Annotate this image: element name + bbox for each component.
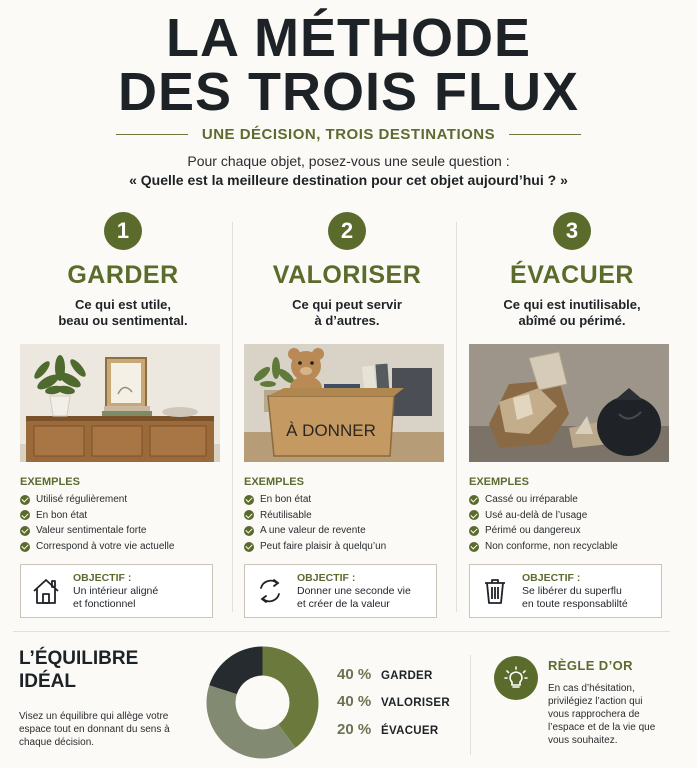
description-line: Ce qui est utile, bbox=[74, 297, 172, 312]
column-title: VALORISER bbox=[272, 261, 422, 289]
example-text: Réutilisable bbox=[260, 509, 312, 521]
objective-box bbox=[469, 564, 662, 618]
balance-description: Visez un équilibre qui allège votre espace tout en donnant du sens à chaque décision. bbox=[19, 711, 170, 748]
objective-box bbox=[244, 564, 437, 618]
objective-line: et fonctionnel bbox=[73, 597, 136, 610]
photo-broken-items-trash bbox=[469, 344, 669, 462]
golden-rule-title: RÈGLE D’OR bbox=[548, 658, 633, 673]
description-line: beau ou sentimental. bbox=[58, 313, 188, 328]
objective-label: OBJECTIF : bbox=[73, 571, 132, 584]
check-icon bbox=[20, 495, 30, 505]
check-icon bbox=[20, 510, 30, 520]
column-garder bbox=[13, 212, 233, 610]
examples-label: EXEMPLES bbox=[244, 476, 304, 488]
description-line: à d’autres. bbox=[314, 313, 380, 328]
column-valoriser bbox=[237, 212, 457, 610]
list-item bbox=[244, 492, 386, 508]
lightbulb-icon bbox=[494, 656, 538, 700]
house-icon bbox=[21, 565, 71, 617]
golden-rule-text: En cas d’hésitation, privilégiez l’action qui vous rapprochera de l’espace et de la vie que vous souhaitez. bbox=[548, 683, 656, 746]
column-description bbox=[237, 297, 457, 331]
check-icon bbox=[469, 526, 479, 536]
list-item bbox=[244, 523, 386, 539]
column-description bbox=[13, 297, 233, 331]
check-icon bbox=[469, 542, 479, 552]
objective-value bbox=[73, 585, 158, 611]
list-item bbox=[244, 508, 386, 524]
subtitle-rule-right bbox=[509, 134, 581, 136]
photo-donation-box bbox=[244, 344, 444, 462]
list-item bbox=[469, 492, 618, 508]
legend-percent: 40 % bbox=[337, 693, 372, 710]
list-item bbox=[469, 523, 618, 539]
recycle-arrows-icon bbox=[245, 565, 295, 617]
list-item bbox=[20, 523, 174, 539]
check-icon bbox=[244, 542, 254, 552]
objective-line: Se libérer du superflu bbox=[522, 584, 622, 597]
example-text: Valeur sentimentale forte bbox=[36, 525, 147, 537]
example-text: Cassé ou irréparable bbox=[485, 494, 578, 505]
examples-label: EXEMPLES bbox=[469, 476, 529, 488]
main-title-line2: DES TROIS FLUX bbox=[117, 62, 580, 122]
objective-label: OBJECTIF : bbox=[522, 571, 581, 584]
legend-percent: 40 % bbox=[337, 666, 372, 683]
column-description bbox=[462, 297, 682, 331]
list-item bbox=[20, 539, 174, 555]
examples-list bbox=[469, 492, 618, 554]
list-item bbox=[469, 539, 618, 555]
step-number: 2 bbox=[328, 212, 366, 250]
column-title: GARDER bbox=[67, 261, 179, 289]
legend-item-valoriser bbox=[337, 693, 450, 710]
legend-name: GARDER bbox=[381, 670, 433, 682]
objective-line: en toute responsablilté bbox=[522, 597, 628, 610]
example-text: Usé au-delà de l’usage bbox=[485, 509, 588, 521]
objective-line: Un intérieur aligné bbox=[73, 584, 159, 597]
main-title-line1: LA MÉTHODE bbox=[166, 8, 531, 68]
check-icon bbox=[20, 526, 30, 536]
donut-slice-évacuer bbox=[209, 647, 262, 695]
check-icon bbox=[244, 526, 254, 536]
description-line: Ce qui peut servir bbox=[292, 297, 402, 312]
objective-line: Donner une seconde vie bbox=[297, 584, 411, 597]
objective-value bbox=[522, 585, 628, 611]
objective-value bbox=[297, 585, 411, 611]
list-item bbox=[469, 508, 618, 524]
subtitle-rule-left bbox=[116, 134, 188, 136]
photo-living-room-shelf bbox=[20, 344, 220, 462]
step-number: 1 bbox=[104, 212, 142, 250]
legend-name: VALORISER bbox=[381, 697, 450, 709]
example-text: Périmé ou dangereux bbox=[485, 525, 581, 537]
check-icon bbox=[469, 495, 479, 505]
section-divider-vertical bbox=[470, 655, 471, 755]
check-icon bbox=[469, 510, 479, 520]
check-icon bbox=[244, 495, 254, 505]
examples-list bbox=[244, 492, 386, 554]
example-text: Non conforme, non recyclable bbox=[485, 540, 618, 552]
example-text: En bon état bbox=[260, 494, 312, 505]
example-text: A une valeur de revente bbox=[260, 525, 366, 537]
objective-box bbox=[20, 564, 213, 618]
check-icon bbox=[20, 542, 30, 552]
objective-label: OBJECTIF : bbox=[297, 571, 356, 584]
balance-donut-chart bbox=[206, 646, 319, 759]
example-text: Peut faire plaisir à quelqu’un bbox=[260, 540, 387, 552]
box-label: À DONNER bbox=[286, 421, 376, 440]
legend-percent: 20 % bbox=[337, 721, 372, 738]
examples-label: EXEMPLES bbox=[20, 476, 80, 488]
balance-title bbox=[19, 647, 138, 693]
description-line: abîmé ou périmé. bbox=[518, 313, 626, 328]
section-divider bbox=[13, 631, 670, 632]
subtitle: UNE DÉCISION, TROIS DESTINATIONS bbox=[201, 126, 496, 143]
example-text: Utilisé régulièrement bbox=[36, 494, 128, 505]
legend-name: ÉVACUER bbox=[381, 725, 439, 737]
check-icon bbox=[244, 510, 254, 520]
column-title: ÉVACUER bbox=[510, 261, 634, 289]
examples-list bbox=[20, 492, 174, 554]
example-text: En bon état bbox=[36, 509, 88, 521]
description-line: Ce qui est inutilisable, bbox=[503, 297, 641, 312]
legend-item-evacuer bbox=[337, 721, 438, 738]
list-item bbox=[20, 492, 174, 508]
objective-line: et créer de la valeur bbox=[297, 597, 390, 610]
step-number: 3 bbox=[553, 212, 591, 250]
trash-can-icon bbox=[470, 565, 520, 617]
example-text: Correspond à votre vie actuelle bbox=[36, 540, 175, 552]
intro-text: Pour chaque objet, posez-vous une seule question : bbox=[187, 153, 510, 169]
balance-title-line: IDÉAL bbox=[19, 671, 76, 692]
balance-title-line: L’ÉQUILIBRE bbox=[19, 648, 139, 669]
subtitle-row bbox=[0, 126, 697, 143]
list-item bbox=[20, 508, 174, 524]
legend-item-garder bbox=[337, 666, 433, 683]
key-question: « Quelle est la meilleure destination pour cet objet aujourd’hui ? » bbox=[129, 172, 568, 188]
column-evacuer bbox=[462, 212, 682, 610]
list-item bbox=[244, 539, 386, 555]
